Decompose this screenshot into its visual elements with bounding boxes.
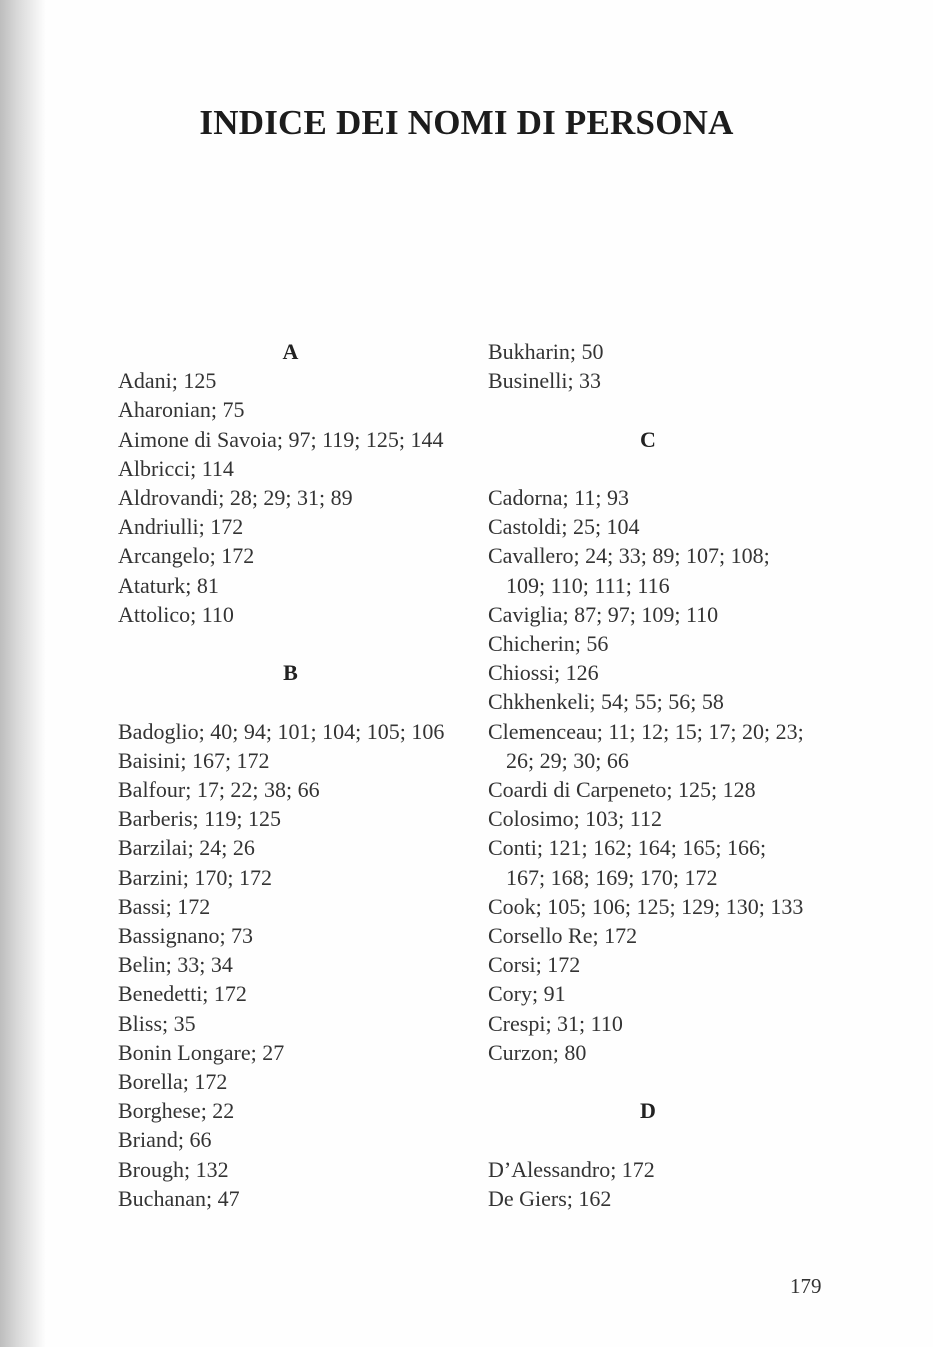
- index-entry: Clemenceau; 11; 12; 15; 17; 20; 23; 26; 29; 30; 66: [488, 718, 804, 773]
- index-entry: Cook; 105; 106; 125; 129; 130; 133: [488, 893, 804, 919]
- index-entry: Conti; 121; 162; 164; 165; 166; 167; 168; 169; 170; 172: [488, 835, 767, 890]
- index-entry: Adani; 125: [118, 368, 217, 394]
- section-spacer: [488, 1067, 808, 1096]
- index-entry: Attolico; 110: [118, 601, 234, 627]
- section-spacer: [488, 1125, 808, 1154]
- index-entry: De Giers; 162: [488, 1185, 612, 1211]
- section-letter: B: [283, 660, 298, 686]
- index-entry: Colosimo; 103; 112: [488, 806, 662, 832]
- binding-shadow: [0, 0, 46, 1347]
- index-entry: Barberis; 119; 125: [118, 806, 281, 832]
- index-entry: Balfour; 17; 22; 38; 66: [118, 776, 320, 802]
- index-entry: Corsello Re; 172: [488, 923, 638, 949]
- index-column-right: [488, 337, 808, 1213]
- index-column-left: [118, 337, 463, 1213]
- index-entry: D’Alessandro; 172: [488, 1156, 655, 1182]
- section-spacer: [488, 454, 808, 483]
- index-entry: Aharonian; 75: [118, 397, 245, 423]
- index-entry: Aldrovandi; 28; 29; 31; 89: [118, 485, 353, 510]
- index-entry: Cavallero; 24; 33; 89; 107; 108; 109; 110; 111; 116: [488, 543, 770, 598]
- page-title: INDICE DEI NOMI DI PERSONA: [199, 103, 734, 142]
- index-entry: Businelli; 33: [488, 368, 602, 394]
- index-entry: Arcangelo; 172: [118, 543, 255, 569]
- index-entry: Bliss; 35: [118, 1010, 196, 1036]
- index-entry: Ataturk; 81: [118, 572, 219, 598]
- index-entry: Baisini; 167; 172: [118, 747, 270, 773]
- index-entry: Cadorna; 11; 93: [488, 484, 629, 510]
- index-entry: Barzini; 170; 172: [118, 864, 272, 890]
- index-entry: Buchanan; 47: [118, 1185, 240, 1211]
- index-entry: Corsi; 172: [488, 952, 581, 978]
- index-entry: Cory; 91: [488, 981, 566, 1007]
- index-entry: Aimone di Savoia; 97; 119; 125; 144: [118, 426, 444, 452]
- index-entry: Coardi di Carpeneto; 125; 128: [488, 777, 756, 802]
- section-letter: A: [282, 339, 299, 364]
- index-entry: Bukharin; 50: [488, 339, 604, 364]
- index-entry: Chicherin; 56: [488, 630, 609, 656]
- index-entry: Bassignano; 73: [118, 923, 254, 948]
- index-entry: Barzilai; 24; 26: [118, 835, 255, 861]
- section-letter: D: [640, 1098, 656, 1124]
- index-entry: Castoldi; 25; 104: [488, 514, 640, 540]
- index-entry: Benedetti; 172: [118, 981, 247, 1007]
- index-entry: Chiossi; 126: [488, 660, 599, 686]
- index-entry: Bonin Longare; 27: [118, 1039, 285, 1065]
- section-spacer: [488, 395, 808, 424]
- index-entry: Badoglio; 40; 94; 101; 104; 105; 106: [118, 718, 445, 744]
- index-entry: Briand; 66: [118, 1127, 212, 1153]
- index-entry: Belin; 33; 34: [118, 952, 233, 978]
- index-entry: Chkhenkeli; 54; 55; 56; 58: [488, 689, 724, 715]
- page-number: 179: [790, 1274, 822, 1298]
- section-spacer: [118, 629, 463, 658]
- index-entry: Borella; 172: [118, 1069, 228, 1095]
- index-entry: Borghese; 22: [118, 1098, 235, 1124]
- index-entry: Brough; 132: [118, 1156, 229, 1182]
- index-entry: Albricci; 114: [118, 455, 234, 481]
- section-spacer: [118, 687, 463, 716]
- index-entry: Crespi; 31; 110: [488, 1010, 623, 1036]
- section-letter: C: [640, 426, 656, 452]
- index-entry: Curzon; 80: [488, 1039, 587, 1065]
- index-entry: Andriulli; 172: [118, 514, 244, 540]
- index-entry: Caviglia; 87; 97; 109; 110: [488, 601, 719, 627]
- index-entry: Bassi; 172: [118, 893, 211, 919]
